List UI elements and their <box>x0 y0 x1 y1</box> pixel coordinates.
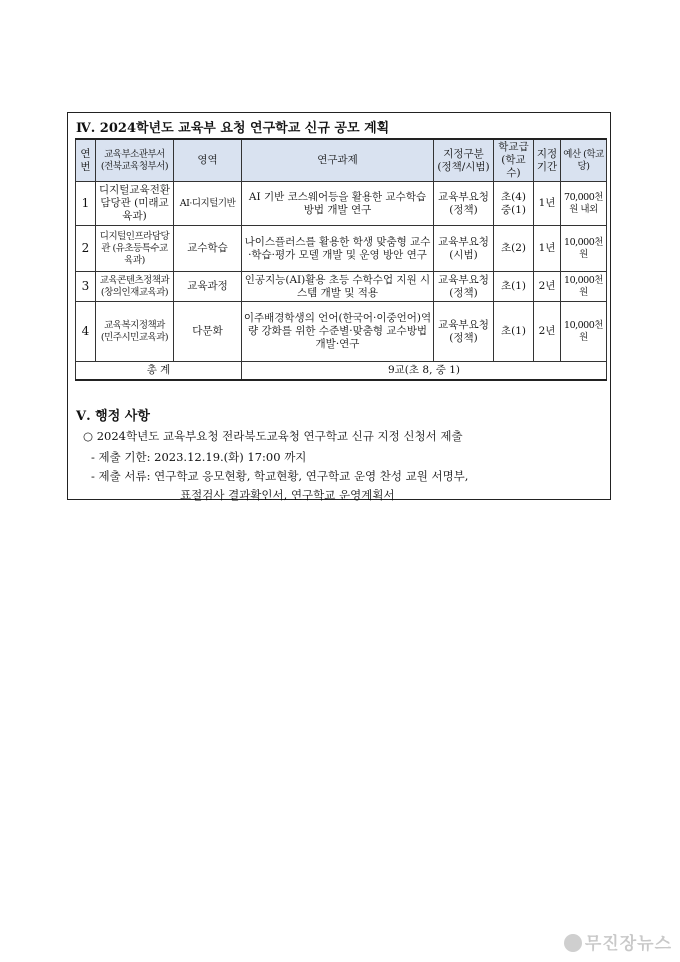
header-level: 학교급 (학교수) <box>494 139 534 182</box>
row-area: AI·디지털기반 <box>174 182 242 226</box>
row-dept: 교육콘텐츠정책과 (창의인재교육과) <box>96 272 174 302</box>
row-task: 인공지능(AI)활용 초등 수학수업 지원 시스템 개발 및 적용 <box>242 272 434 302</box>
row-area: 교수학습 <box>174 226 242 272</box>
admin-line-deadline: - 제출 기한: 2023.12.19.(화) 17:00 까지 <box>91 450 307 464</box>
header-task: 연구과제 <box>242 139 434 182</box>
header-dept: 교육부소관부서 (전북교육청부서) <box>96 139 174 182</box>
header-area: 영역 <box>174 139 242 182</box>
admin-line-documents-cont: 표절검사 결과확인서, 연구학교 운영계획서 <box>180 488 395 502</box>
row-no: 3 <box>76 272 96 302</box>
row-level: 초(4) 중(1) <box>494 182 534 226</box>
row-type: 교육부요청 (정책) <box>434 302 494 362</box>
row-dept: 디지털인프라담당관 (유초등특수교육과) <box>96 226 174 272</box>
table-row <box>76 182 607 226</box>
watermark-logo-icon <box>564 934 582 952</box>
row-type: 교육부요청 (시범) <box>434 226 494 272</box>
row-period: 2년 <box>534 302 561 362</box>
row-task: 이주배경학생의 언어(한국어·이중언어)역량 강화를 위한 수준별·맞춤형 교수방법 개발·연구 <box>242 302 434 362</box>
research-school-plan-table <box>75 138 607 381</box>
row-area: 교육과정 <box>174 272 242 302</box>
row-period: 2년 <box>534 272 561 302</box>
row-no: 2 <box>76 226 96 272</box>
row-level: 초(2) <box>494 226 534 272</box>
row-budget: 10,000천원 <box>561 302 607 362</box>
section5-title: Ⅴ. 행정 사항 <box>76 409 150 424</box>
row-task: AI 기반 코스웨어등을 활용한 교수학습 방법 개발 연구 <box>242 182 434 226</box>
admin-line-documents: - 제출 서류: 연구학교 응모현황, 학교현황, 연구학교 운영 찬성 교원 서명부, <box>91 469 469 483</box>
header-no: 연번 <box>76 139 96 182</box>
row-area: 다문화 <box>174 302 242 362</box>
total-label: 총 계 <box>76 362 242 380</box>
table-row <box>76 302 607 362</box>
total-row <box>76 362 607 380</box>
row-type: 교육부요청 (정책) <box>434 182 494 226</box>
row-dept: 디지털교육전환담당관 (미래교육과) <box>96 182 174 226</box>
table-row <box>76 226 607 272</box>
header-type: 지정구분 (정책/시범) <box>434 139 494 182</box>
row-budget: 10,000천원 <box>561 272 607 302</box>
section4-title: Ⅳ. 2024학년도 교육부 요청 연구학교 신규 공모 계획 <box>76 121 390 136</box>
watermark-text: 무진장뉴스 <box>584 934 672 954</box>
row-level: 초(1) <box>494 302 534 362</box>
row-level: 초(1) <box>494 272 534 302</box>
row-period: 1년 <box>534 182 561 226</box>
row-no: 4 <box>76 302 96 362</box>
row-budget: 10,000천원 <box>561 226 607 272</box>
total-value: 9교(초 8, 중 1) <box>242 362 607 380</box>
row-budget: 70,000천원 내외 <box>561 182 607 226</box>
row-type: 교육부요청 (정책) <box>434 272 494 302</box>
table-row <box>76 272 607 302</box>
row-no: 1 <box>76 182 96 226</box>
row-task: 나이스플러스를 활용한 학생 맞춤형 교수·학습·평가 모델 개발 및 운영 방안 연구 <box>242 226 434 272</box>
admin-line-submission: ○ 2024학년도 교육부요청 전라북도교육청 연구학교 신규 지정 신청서 제출 <box>83 429 463 443</box>
table-header-row <box>76 139 607 182</box>
header-period: 지정 기간 <box>534 139 561 182</box>
row-period: 1년 <box>534 226 561 272</box>
row-dept: 교육복지정책과 (민주시민교육과) <box>96 302 174 362</box>
watermark <box>564 929 672 954</box>
header-budget: 예산 (학교당) <box>561 139 607 182</box>
